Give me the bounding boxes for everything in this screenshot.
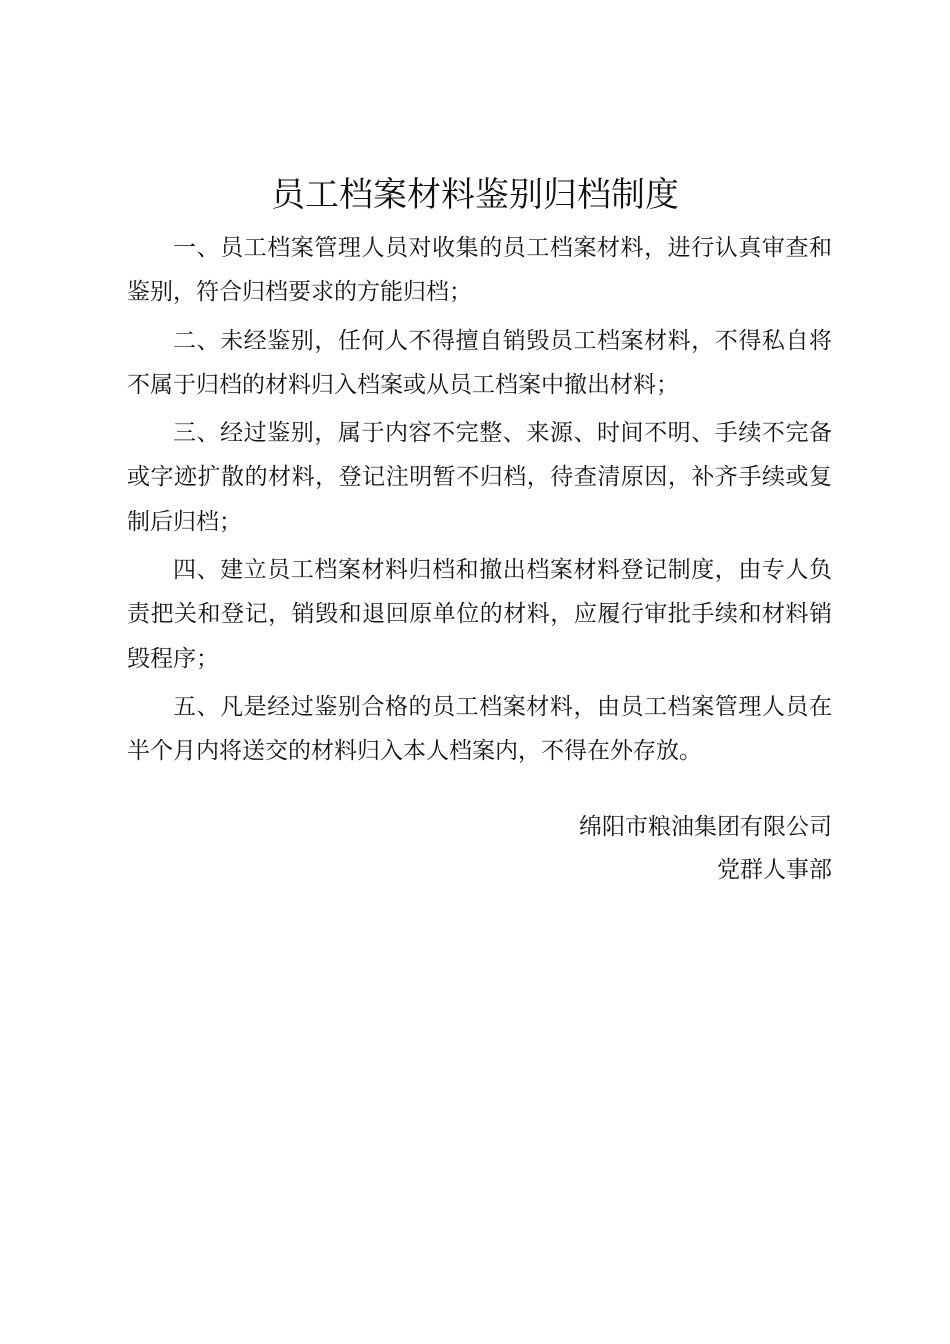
paragraph-4: 四、建立员工档案材料归档和撤出档案材料登记制度，由专人负责把关和登记，销毁和退回原单位的材料，应履行审批手续和材料销毁程序； <box>127 557 832 672</box>
paragraph-2: 二、未经鉴别，任何人不得擅自销毁员工档案材料，不得私自将不属于归档的材料归入档案或从员工档案中撤出材料； <box>127 327 832 398</box>
paragraph-5: 五、凡是经过鉴别合格的员工档案材料，由员工档案管理人员在半个月内将送交的材料归入本人档案内，不得在外存放。 <box>127 693 832 765</box>
document-body <box>127 226 832 778</box>
paragraph-3: 三、经过鉴别，属于内容不完整、来源、时间不明、手续不完备或字迹扩散的材料，登记注明暂不归档，待查清原因，补齐手续或复制后归档； <box>127 420 832 535</box>
signature-organization: 绵阳市粮油集团有限公司 <box>579 814 832 840</box>
signature-department: 党群人事部 <box>717 857 832 883</box>
paragraph-1: 一、员工档案管理人员对收集的员工档案材料，进行认真审查和鉴别，符合归档要求的方能归档； <box>127 235 832 306</box>
document-title: 员工档案材料鉴别归档制度 <box>271 175 679 215</box>
signature-block <box>579 806 832 892</box>
